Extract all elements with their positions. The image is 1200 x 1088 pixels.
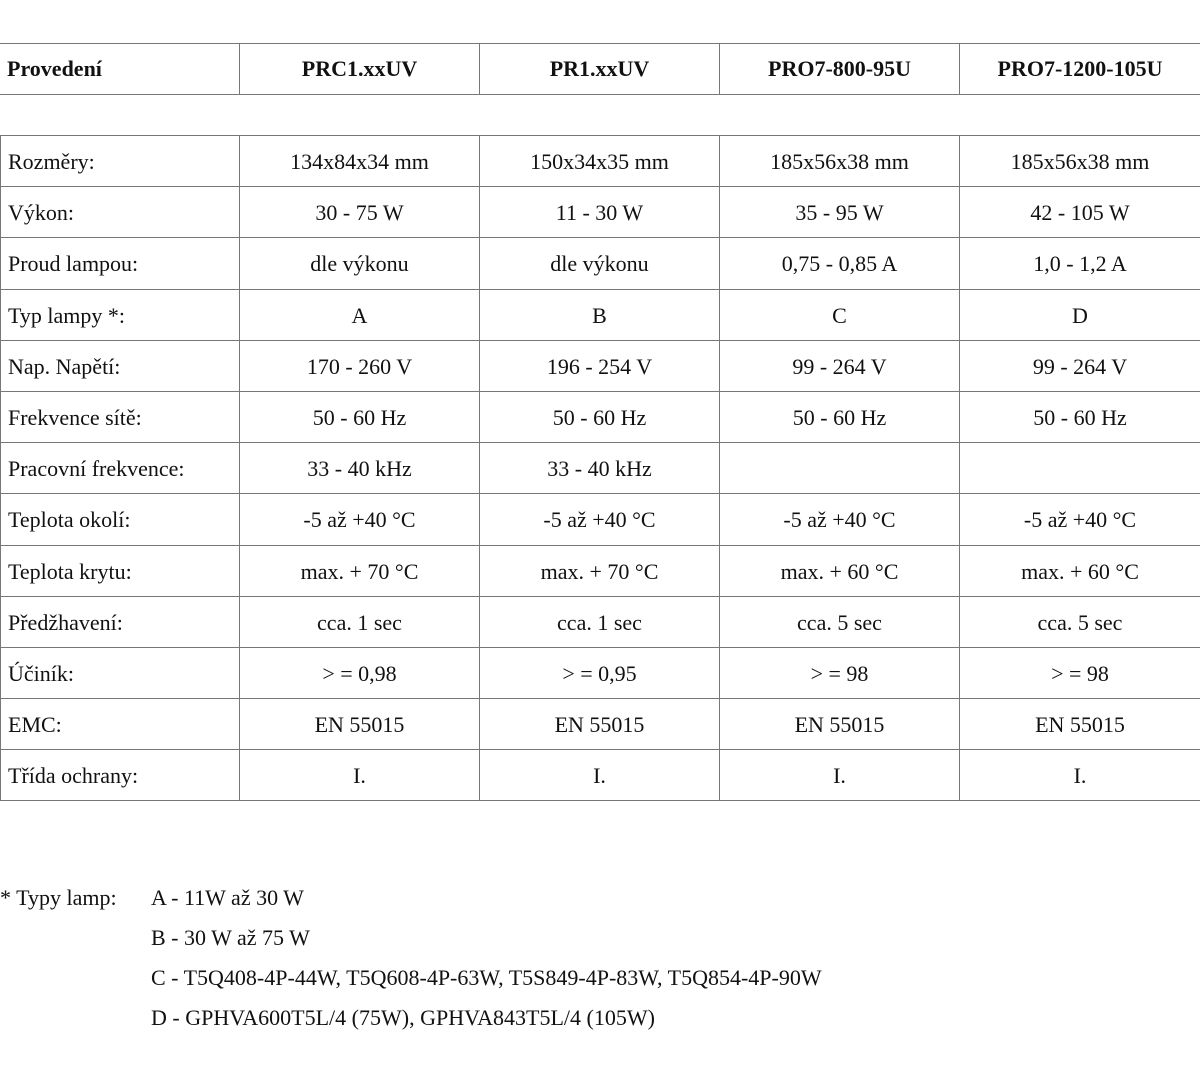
table-cell: 42 - 105 W <box>1030 200 1130 226</box>
footnote-prefix: * Typy lamp: <box>0 885 117 910</box>
table-cell: EN 55015 <box>240 699 480 749</box>
table-cell: D <box>1072 302 1088 328</box>
row-label: Účiník: <box>0 648 240 698</box>
table-cell: -5 až +40 °C <box>1023 507 1137 533</box>
table-cell: max. + 70 °C <box>480 546 720 596</box>
model-header-pr1: PR1.xxUV <box>480 44 720 94</box>
table-cell: max. + 60 °C <box>1021 558 1139 584</box>
row-label: Výkon: <box>0 187 240 237</box>
row-label: Nap. Napětí: <box>0 341 240 391</box>
table-cell: cca. 1 sec <box>240 597 480 647</box>
row-label: Teplota okolí: <box>0 494 240 544</box>
table-cell: EN 55015 <box>720 699 960 749</box>
row-label: Frekvence sítě: <box>0 392 240 442</box>
table-cell: I. <box>480 750 720 800</box>
footnote-text: B - 30 W až 75 W <box>151 925 310 950</box>
table-cell: cca. 1 sec <box>480 597 720 647</box>
table-cell <box>720 443 960 493</box>
table-row <box>0 494 1200 545</box>
footnote-line <box>0 918 822 958</box>
row-label: Předžhavení: <box>0 597 240 647</box>
footnote-text: C - T5Q408-4P-44W, T5Q608-4P-63W, T5S849-4P-83W, T5Q854-4P-90W <box>151 965 822 990</box>
table-cell: EN 55015 <box>480 699 720 749</box>
table-cell: > = 98 <box>1051 660 1109 686</box>
footnote-line <box>0 958 822 998</box>
row-label: Třída ochrany: <box>0 750 240 800</box>
footnote-text: A - 11W až 30 W <box>151 885 304 910</box>
table-cell: 50 - 60 Hz <box>1033 405 1127 431</box>
table-row <box>0 341 1200 392</box>
table-cell: 50 - 60 Hz <box>720 392 960 442</box>
footnote-line <box>0 998 822 1038</box>
table-cell: > = 98 <box>720 648 960 698</box>
row-label: Rozměry: <box>0 136 240 186</box>
table-cell: 99 - 264 V <box>1032 353 1128 379</box>
table-cell: 35 - 95 W <box>720 187 960 237</box>
table-cell: EN 55015 <box>1035 712 1125 738</box>
table-cell: -5 až +40 °C <box>720 494 960 544</box>
table-cell: 33 - 40 kHz <box>480 443 720 493</box>
table-cell: C <box>720 290 960 340</box>
table-cell: max. + 60 °C <box>720 546 960 596</box>
row-label: Teplota krytu: <box>0 546 240 596</box>
table-cell: 33 - 40 kHz <box>240 443 480 493</box>
table-cell: 99 - 264 V <box>720 341 960 391</box>
table-cell: max. + 70 °C <box>240 546 480 596</box>
table-cell: cca. 5 sec <box>1037 609 1123 635</box>
table-cell: 150x34x35 mm <box>480 136 720 186</box>
table-cell: 11 - 30 W <box>480 187 720 237</box>
row-label: Typ lampy *: <box>0 290 240 340</box>
table-cell: 185x56x38 mm <box>720 136 960 186</box>
table-row <box>0 648 1200 699</box>
lamp-types-footnote <box>0 878 822 1038</box>
table-cell: 196 - 254 V <box>480 341 720 391</box>
table-cell: 170 - 260 V <box>240 341 480 391</box>
table-row <box>0 443 1200 494</box>
spec-table <box>0 135 1200 801</box>
table-cell: A <box>240 290 480 340</box>
table-cell: 185x56x38 mm <box>1010 149 1150 175</box>
row-label: EMC: <box>0 699 240 749</box>
table-cell: dle výkonu <box>240 238 480 288</box>
model-header-prc1: PRC1.xxUV <box>240 44 480 94</box>
table-row <box>0 392 1200 443</box>
table-row <box>0 187 1200 238</box>
table-row <box>0 750 1200 801</box>
row-label: Proud lampou: <box>0 238 240 288</box>
footnote-text: D - GPHVA600T5L/4 (75W), GPHVA843T5L/4 (105W) <box>151 1005 655 1030</box>
table-row <box>0 699 1200 750</box>
table-cell: 50 - 60 Hz <box>480 392 720 442</box>
footnote-line <box>0 878 822 918</box>
table-row <box>0 290 1200 341</box>
table-row <box>0 546 1200 597</box>
table-cell: -5 až +40 °C <box>480 494 720 544</box>
table-cell: > = 0,95 <box>480 648 720 698</box>
table-row <box>0 136 1200 187</box>
table-cell: dle výkonu <box>480 238 720 288</box>
header-label: Provedení <box>0 44 240 94</box>
table-cell: 1,0 - 1,2 A <box>1033 251 1127 277</box>
table-row <box>0 238 1200 289</box>
table-cell: 0,75 - 0,85 A <box>720 238 960 288</box>
table-cell: > = 0,98 <box>240 648 480 698</box>
model-header-pro7-800: PRO7-800-95U <box>720 44 960 94</box>
table-cell: B <box>480 290 720 340</box>
table-cell: I. <box>1073 763 1087 789</box>
header-row <box>0 43 1200 95</box>
table-cell: I. <box>240 750 480 800</box>
table-cell: 134x84x34 mm <box>240 136 480 186</box>
row-label: Pracovní frekvence: <box>0 443 240 493</box>
table-cell: 50 - 60 Hz <box>240 392 480 442</box>
table-cell: -5 až +40 °C <box>240 494 480 544</box>
table-cell: 30 - 75 W <box>240 187 480 237</box>
table-cell: cca. 5 sec <box>720 597 960 647</box>
table-cell <box>960 443 1200 493</box>
table-cell: I. <box>720 750 960 800</box>
table-row <box>0 597 1200 648</box>
model-header-pro7-1200: PRO7-1200-105U <box>997 56 1163 81</box>
